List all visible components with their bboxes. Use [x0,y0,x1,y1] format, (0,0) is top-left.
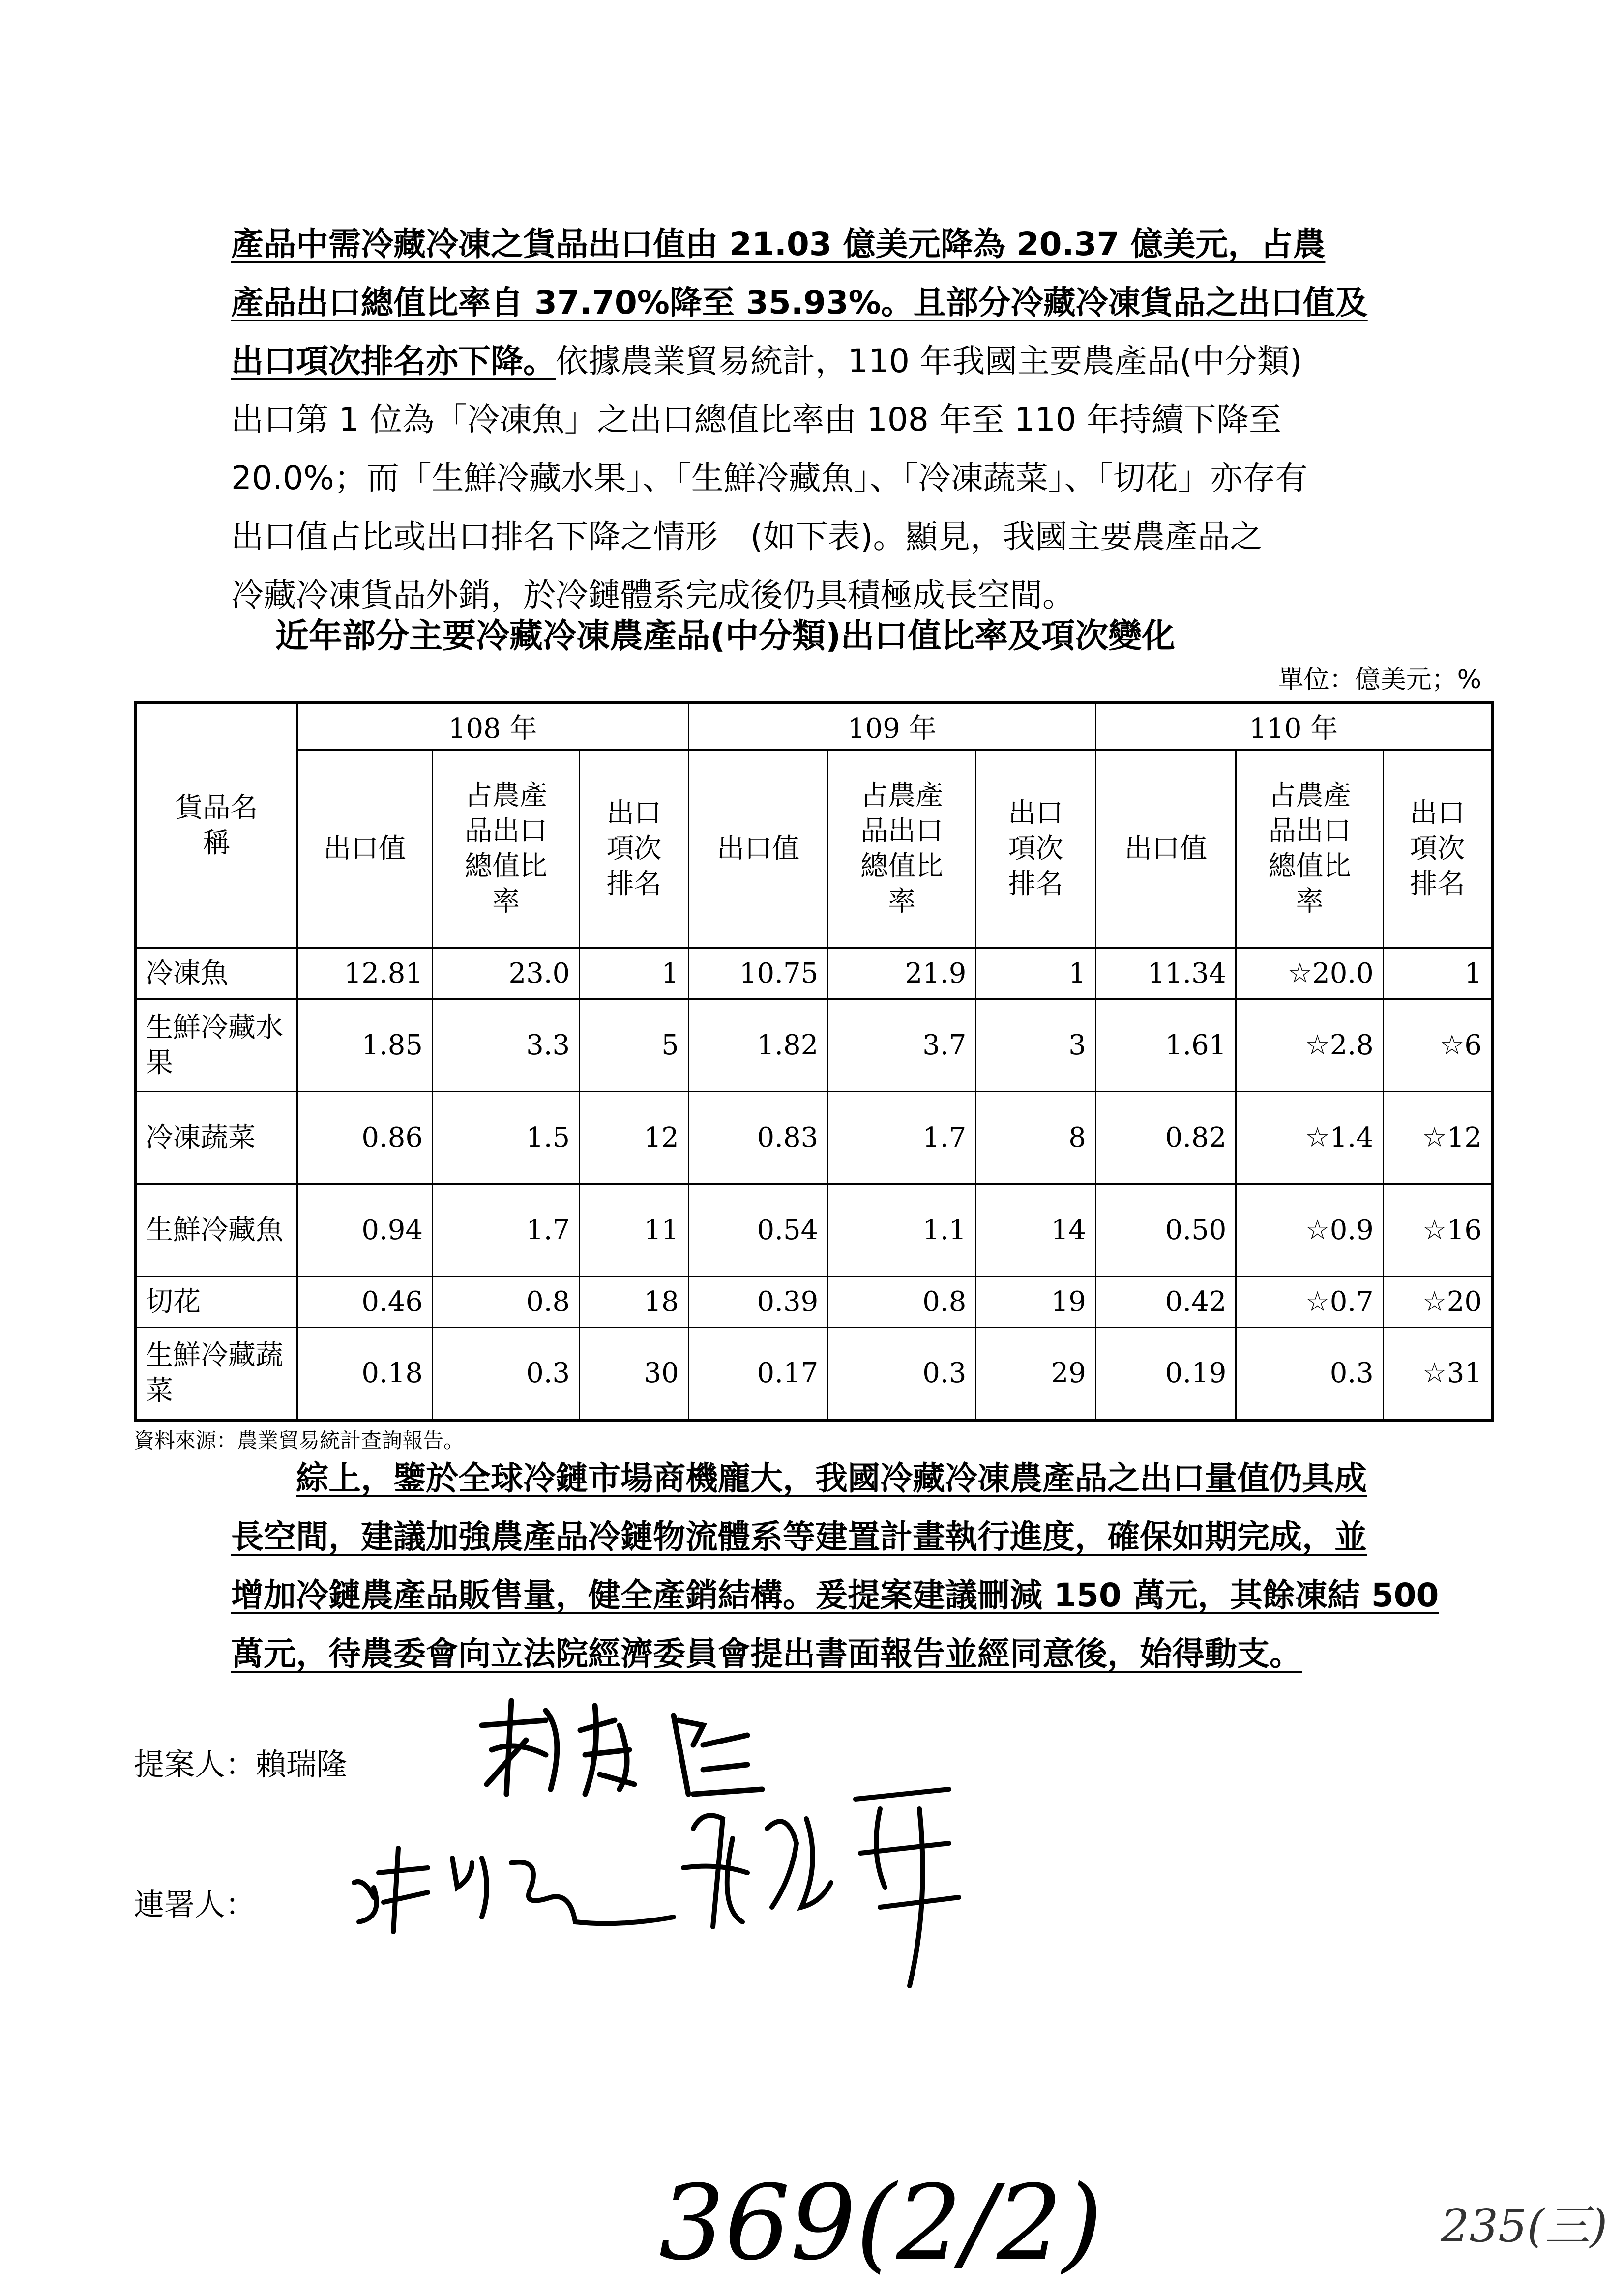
sub-header-row [135,750,1492,948]
table-cell: 1 [580,948,689,999]
sub-header: 出口項次排名 [1383,750,1492,948]
intro-line: 出口第 1 位為「冷凍魚」之出口總值比率由 108 年至 110 年持續下降至 [231,401,1281,438]
row-name: 冷凍魚 [135,948,297,999]
year-header: 110 年 [1095,702,1492,750]
table-cell: ☆12 [1383,1092,1492,1184]
year-header-row [135,702,1492,750]
table-cell: 12.81 [297,948,433,999]
table-cell: 14 [976,1184,1096,1277]
table-body [135,948,1492,1420]
table-cell: 8 [976,1092,1096,1184]
table-cell: 1.7 [828,1092,976,1184]
table-cell: 0.82 [1095,1092,1236,1184]
table-cell: 0.19 [1095,1328,1236,1420]
table-cell: 3.7 [828,999,976,1092]
table-cell: ☆20 [1383,1277,1492,1328]
table-cell: 0.94 [297,1184,433,1277]
table-cell: 0.8 [433,1277,580,1328]
intro-line: 出口值占比或出口排名下降之情形 (如下表)。顯見，我國主要農產品之 [231,518,1263,555]
intro-line: 產品中需冷藏冷凍之貨品出口值由 21.03 億美元降為 20.37 億美元，占農 [231,225,1326,263]
table-cell: 1.7 [433,1184,580,1277]
table-cell: 0.46 [297,1277,433,1328]
table-cell: 0.3 [1236,1328,1383,1420]
cosigner-signature-2 [674,1779,978,1991]
table-row [135,948,1492,999]
sub-header: 占農產品出口總值比率 [828,750,976,948]
intro-line: 冷藏冷凍貨品外銷，於冷鏈體系完成後仍具積極成長空間。 [231,576,1075,614]
proposer [134,1740,347,1784]
table-cell: 11 [580,1184,689,1277]
table-row [135,1277,1492,1328]
table-cell: 1.5 [433,1092,580,1184]
proposer-name: 賴瑞隆 [256,1746,348,1782]
table-cell: 1.85 [297,999,433,1092]
table-cell: 0.86 [297,1092,433,1184]
table-cell: 1.82 [688,999,827,1092]
table-row [135,1092,1492,1184]
sub-header: 占農產品出口總值比率 [1236,750,1383,948]
intro-line: 產品出口總值比率自 37.70%降至 35.93%。且部分冷藏冷凍貨品之出口值及 [231,284,1368,321]
table-row [135,999,1492,1092]
table-row [135,1184,1492,1277]
table-cell: 3 [976,999,1096,1092]
table-cell: 0.3 [433,1328,580,1420]
table-cell: 1 [1383,948,1492,999]
table-cell: 0.18 [297,1328,433,1420]
row-name: 生鮮冷藏魚 [135,1184,297,1277]
table-cell: ☆0.9 [1236,1184,1383,1277]
conclusion-line: 綜上，鑒於全球冷鏈市場商機龐大，我國冷藏冷凍農產品之出口量值仍具成 [296,1459,1367,1497]
intro-line: 出口項次排名亦下降。依據農業貿易統計，110 年我國主要農產品(中分類) [231,342,1302,380]
table-cell: 1 [976,948,1096,999]
cosigner [134,1880,256,1924]
year-header: 109 年 [688,702,1095,750]
row-name: 生鮮冷藏水果 [135,999,297,1092]
intro-line: 20.0%；而「生鮮冷藏水果」、「生鮮冷藏魚」、「冷凍蔬菜」、「切花」亦存有 [231,459,1308,497]
conclusion-line: 增加冷鏈農產品販售量，健全產銷結構。爰提案建議刪減 150 萬元，其餘凍結 500 [231,1576,1439,1614]
table-cell: 12 [580,1092,689,1184]
cosigner-signature-1 [344,1829,679,1942]
table-cell: 19 [976,1277,1096,1328]
sub-header: 出口項次排名 [976,750,1096,948]
sub-header: 出口值 [297,750,433,948]
table-cell: ☆16 [1383,1184,1492,1277]
table-cell: 0.83 [688,1092,827,1184]
table-cell: 30 [580,1328,689,1420]
sub-header: 占農產品出口總值比率 [433,750,580,948]
table-cell: 23.0 [433,948,580,999]
table-cell: 1.1 [828,1184,976,1277]
row-name: 切花 [135,1277,297,1328]
intro-paragraph [231,215,1465,624]
conclusion-line: 長空間，建議加強農產品冷鏈物流體系等建置計畫執行進度，確保如期完成，並 [231,1518,1367,1556]
table-title: 近年部分主要冷藏冷凍農產品(中分類)出口值比率及項次變化 [275,617,1176,656]
table-cell: 0.42 [1095,1277,1236,1328]
table-cell: 5 [580,999,689,1092]
table-cell: 0.39 [688,1277,827,1328]
row-name: 生鮮冷藏蔬菜 [135,1328,297,1420]
sub-header: 出口值 [1095,750,1236,948]
table-cell: 11.34 [1095,948,1236,999]
proposer-label: 提案人： [134,1746,256,1782]
table-cell: ☆2.8 [1236,999,1383,1092]
table-cell: 0.3 [828,1328,976,1420]
table-cell: ☆20.0 [1236,948,1383,999]
table-cell: ☆6 [1383,999,1492,1092]
table-source: 資料來源：農業貿易統計查詢報告。 [134,1428,465,1453]
page-number: 369(2/2) [659,2163,1103,2283]
table-unit: 單位：億美元；% [1278,665,1481,695]
table-cell: ☆0.7 [1236,1277,1383,1328]
table-cell: 0.17 [688,1328,827,1420]
table-cell: 18 [580,1277,689,1328]
table-row [135,1328,1492,1420]
export-table [134,701,1494,1422]
year-header: 108 年 [297,702,688,750]
row-name: 冷凍蔬菜 [135,1092,297,1184]
cosigner-label: 連署人： [134,1887,256,1922]
table-cell: 29 [976,1328,1096,1420]
table-cell: 1.61 [1095,999,1236,1092]
table-cell: 3.3 [433,999,580,1092]
conclusion-line: 萬元，待農委會向立法院經濟委員會提出書面報告並經同意後，始得動支。 [231,1635,1302,1673]
table-cell: 0.8 [828,1277,976,1328]
sub-header: 出口項次排名 [580,750,689,948]
sub-header: 出口值 [688,750,827,948]
table-cell: ☆31 [1383,1328,1492,1420]
table-cell: 0.50 [1095,1184,1236,1277]
conclusion-paragraph [231,1449,1465,1683]
table-cell: 10.75 [688,948,827,999]
secondary-page-number: 235(三) [1441,2200,1608,2252]
item-header: 貨品名稱 [135,702,297,948]
table-cell: 21.9 [828,948,976,999]
table-cell: 0.54 [688,1184,827,1277]
table-cell: ☆1.4 [1236,1092,1383,1184]
